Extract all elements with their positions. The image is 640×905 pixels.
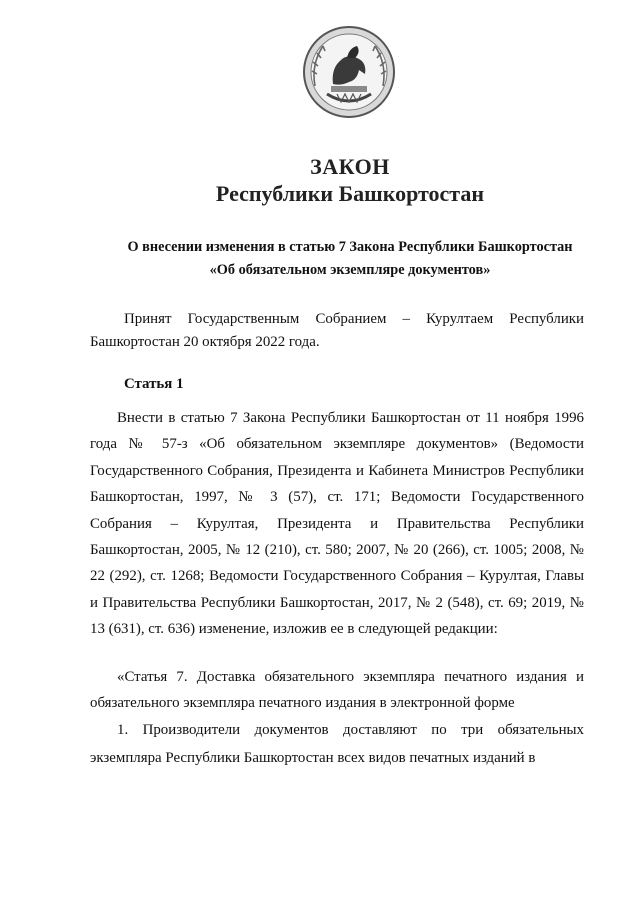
article-1-body: Внести в статью 7 Закона Республики Башкортостан от 11 ноября 1996 года № 57-з «Об обязательном экземпляре документов» (Ведомости Государственного Собрания, Президента и Кабинета Министров Республики Башкортостан, 1997, № 3 (57), ст. 171; Ведомости Государственного Собрания – Курултая, Президента и Правительства Республики Башкортостан, 2005, № 12 (210), ст. 580; 2007, № 20 (266), ст. 1005; 2008, № 22 (292), ст. 1268; Ведомости Государственного Собрания – Курултая, Главы и Правительства Республики Башкортостан, 2017, № 2 (548), ст. 69; 2019, № 13 (631), ст. 636) изменение, изложив ее в следующей редакции: — [90, 410, 584, 638]
new-article-7-item-1: 1. Производители документов доставляют по три обязательных экземпляра Республики Башкортостан всех видов печатных изданий в — [90, 722, 584, 766]
law-name-line-2: «Об обязательном экземпляре документов» — [209, 262, 491, 278]
law-name — [80, 236, 620, 282]
adoption-statement: Принят Государственным Собранием – Курултаем Республики Башкортостан 20 октября 2022 года. — [90, 311, 584, 350]
law-name-line-1: О внесении изменения в статью 7 Закона Республики Башкортостан — [127, 239, 573, 255]
document-title: ЗАКОН — [310, 154, 390, 179]
coat-of-arms-bashkortostan-icon — [301, 24, 397, 120]
article-1-heading: Статья 1 — [124, 376, 184, 392]
document-subtitle: Республики Башкортостан — [215, 181, 485, 206]
new-article-7-title: «Статья 7. Доставка обязательного экземпляра печатного издания и обязательного экземпляра печатного издания в электронной форме — [90, 669, 584, 711]
